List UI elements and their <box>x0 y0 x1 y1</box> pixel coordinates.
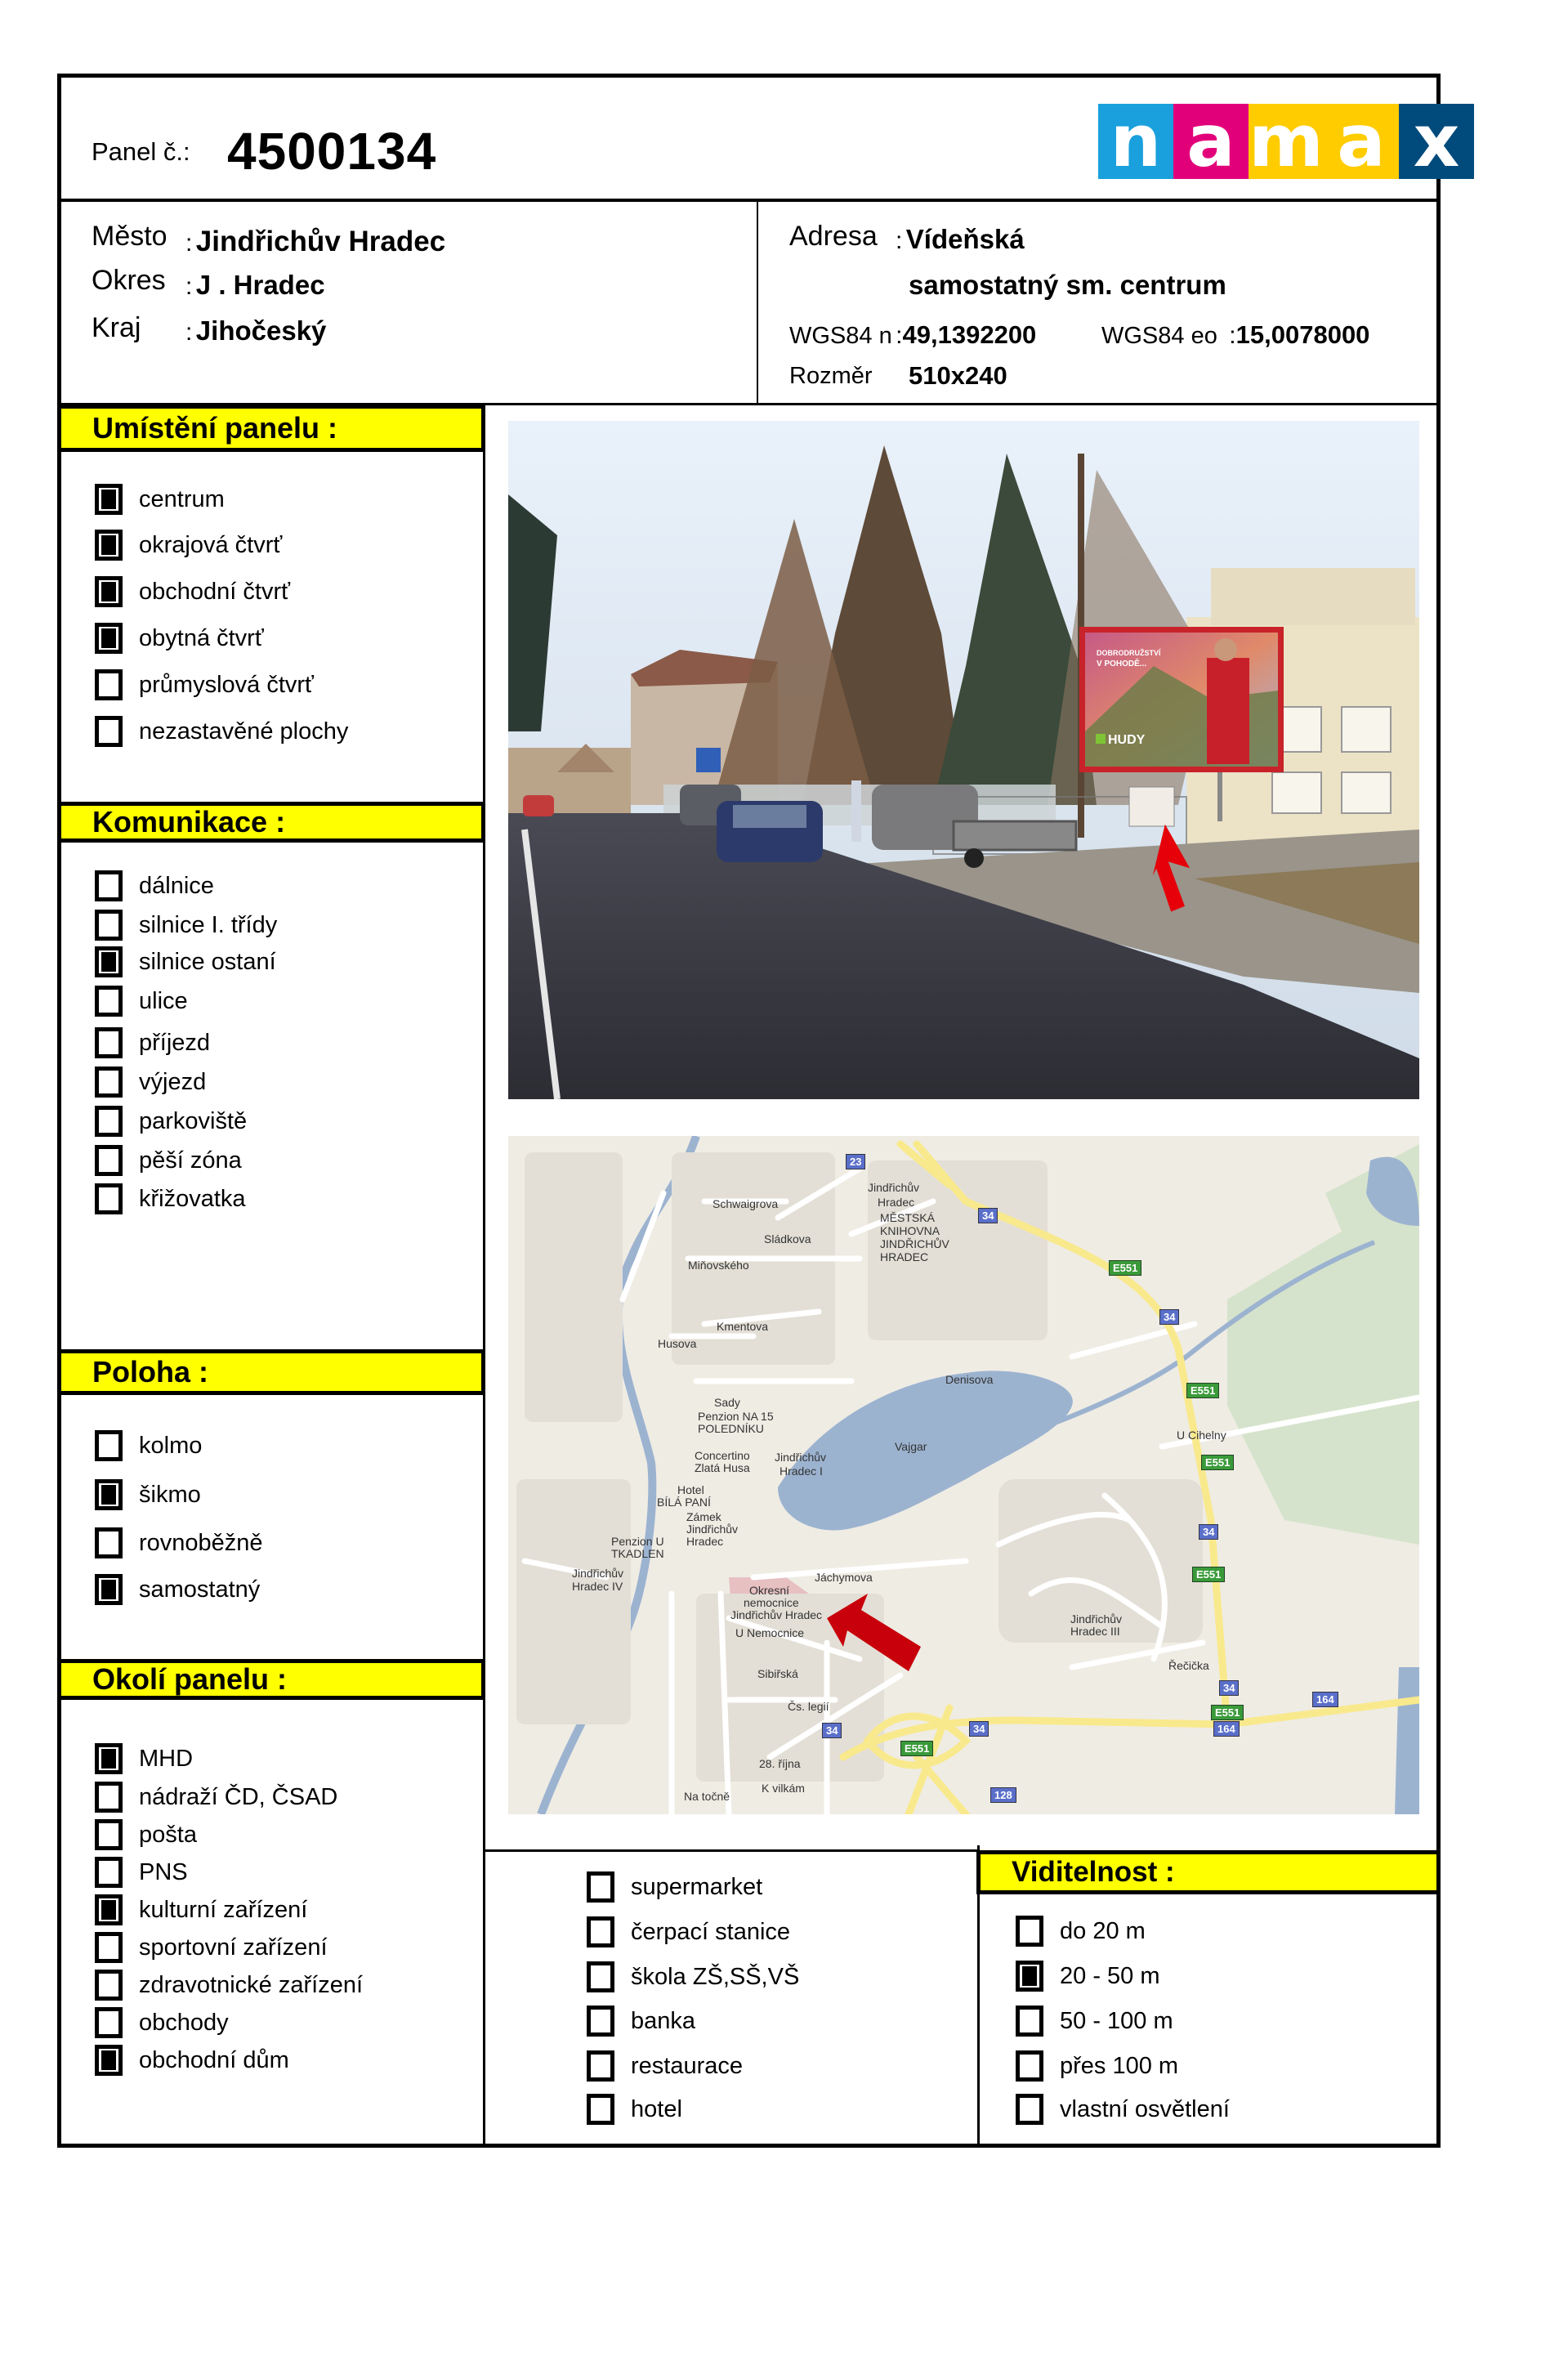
checkbox-empty-icon[interactable] <box>95 986 123 1017</box>
map-label: Hotel <box>677 1483 704 1496</box>
checkbox-label: samostatný <box>139 1576 261 1603</box>
checkbox-silnice-ostani[interactable] <box>95 946 276 977</box>
billboard-photo <box>508 421 1419 1099</box>
colon: : <box>185 273 193 300</box>
checkbox-checked-icon[interactable] <box>95 946 123 977</box>
map-label: Hradec IV <box>572 1580 623 1593</box>
map-label: Penzion U <box>611 1535 664 1548</box>
map-label: Jindřichův <box>1070 1612 1123 1625</box>
checkbox-label: 20 - 50 m <box>1060 1962 1160 1989</box>
section-header-poloha: Poloha : <box>57 1349 485 1395</box>
checkbox-label: hotel <box>631 2095 682 2122</box>
checkbox-kolmo[interactable] <box>95 1430 202 1461</box>
checkbox-empty-icon[interactable] <box>587 1961 614 1992</box>
rozmer-value: 510x240 <box>909 361 1007 390</box>
colon: : <box>896 227 903 254</box>
map-label: HRADEC <box>880 1250 929 1263</box>
okres-label: Okres <box>92 265 166 296</box>
bottom-middle-divider <box>484 1849 979 1852</box>
checkbox-empty-icon[interactable] <box>587 2050 614 2082</box>
checkbox-label: příjezd <box>139 1029 211 1056</box>
checkbox-empty-icon[interactable] <box>95 716 123 747</box>
checkbox-label: supermarket <box>631 1873 763 1900</box>
map-label: Jindřichův Hradec <box>730 1608 823 1621</box>
checkbox-empty-icon[interactable] <box>95 2007 123 2038</box>
checkbox-checked-icon[interactable] <box>95 576 123 607</box>
checkbox-empty-icon[interactable] <box>1016 2050 1043 2082</box>
checkbox-posta[interactable] <box>95 1819 197 1850</box>
checkbox-rovnobezne[interactable] <box>95 1527 263 1558</box>
checkbox-empty-icon[interactable] <box>95 1527 123 1558</box>
checkbox-checked-icon[interactable] <box>1016 1961 1043 1992</box>
checkbox-label: do 20 m <box>1060 1917 1146 1944</box>
rozmer-label: Rozměr <box>789 363 873 389</box>
colon: : <box>185 230 193 257</box>
checkbox-banka[interactable] <box>587 2006 695 2037</box>
left-column-divider <box>483 405 485 2148</box>
adresa-line1: Vídeňská <box>905 224 1025 254</box>
mesto-label: Město <box>92 221 168 252</box>
checkbox-empty-icon[interactable] <box>587 1871 614 1903</box>
map-label: Sady <box>714 1396 740 1409</box>
map-label: Jindřichův <box>868 1181 920 1194</box>
panel-number-label: Panel č.: <box>92 137 190 166</box>
map-label: MĚSTSKÁ <box>880 1211 935 1224</box>
map-label: Miňovského <box>688 1259 749 1272</box>
street-photo-image <box>508 421 1419 1099</box>
checkbox-checked-icon[interactable] <box>95 1574 123 1605</box>
map-label: Sládkova <box>764 1232 811 1245</box>
checkbox-krizovatka[interactable] <box>95 1183 246 1214</box>
logo-letter-x: x <box>1399 104 1474 179</box>
checkbox-empty-icon[interactable] <box>95 1027 123 1058</box>
checkbox-checked-icon[interactable] <box>95 530 123 561</box>
checkbox-label: obchody <box>139 2009 229 2036</box>
checkbox-skola[interactable] <box>587 1961 799 1992</box>
map-label: KNIHOVNA <box>880 1224 940 1237</box>
checkbox-label: křižovatka <box>139 1185 246 1212</box>
road-shield-icon: 128 <box>990 1787 1016 1803</box>
checkbox-prumyslova-ctvrt[interactable] <box>95 669 314 700</box>
checkbox-label: obchodní čtvrť <box>139 578 290 605</box>
kraj-value: Jihočeský <box>195 315 327 346</box>
checkbox-parkoviste[interactable] <box>95 1106 247 1137</box>
checkbox-empty-icon[interactable] <box>95 1932 123 1963</box>
map-label: Hradec <box>686 1535 724 1548</box>
checkbox-label: silnice I. třídy <box>139 911 278 938</box>
map-label: BÍLÁ PANÍ <box>657 1496 711 1509</box>
road-shield-icon: E551 <box>1192 1567 1225 1582</box>
checkbox-empty-icon[interactable] <box>587 2006 614 2037</box>
map-label: Penzion NA 15 <box>698 1410 774 1423</box>
checkbox-empty-icon[interactable] <box>95 1066 123 1098</box>
road-shield-icon: 23 <box>846 1154 865 1169</box>
checkbox-label: centrum <box>139 485 225 512</box>
billboard-brand: HUDY <box>1108 733 1146 747</box>
checkbox-label: ulice <box>139 987 188 1014</box>
map-label: Concertino <box>695 1449 750 1462</box>
map-label: Hradec III <box>1070 1625 1120 1638</box>
section-header-umisteni: Umístění panelu : <box>57 405 485 452</box>
checkbox-empty-icon[interactable] <box>1016 2094 1043 2125</box>
checkbox-hotel[interactable] <box>587 2094 682 2125</box>
checkbox-obchodni-ctvrt[interactable] <box>95 576 290 607</box>
checkbox-label: silnice ostaní <box>139 948 276 975</box>
checkbox-empty-icon[interactable] <box>587 1916 614 1947</box>
info-divider <box>757 200 758 405</box>
checkbox-restaurace[interactable] <box>587 2050 743 2082</box>
checkbox-pres-100m[interactable] <box>1016 2050 1178 2082</box>
logo-letter-a2: a <box>1324 104 1399 179</box>
map-label: Jindřichův <box>572 1567 624 1580</box>
header-divider <box>57 199 1441 202</box>
map-label: Schwaigrova <box>713 1197 779 1210</box>
checkbox-label: pošta <box>139 1821 197 1848</box>
checkbox-vlastni-osvetleni[interactable] <box>1016 2094 1230 2125</box>
checkbox-label: MHD <box>139 1745 194 1772</box>
map-label: TKADLEN <box>611 1547 664 1560</box>
map-label: nemocnice <box>744 1596 799 1609</box>
checkbox-label: pěší zóna <box>139 1147 242 1174</box>
billboard-text-1: DOBRODRUŽSTVÍ <box>1097 649 1161 657</box>
checkbox-label: parkoviště <box>139 1107 248 1134</box>
checkbox-label: zdravotnické zařízení <box>139 1971 364 1998</box>
wgs-n-value: 49,1392200 <box>902 320 1037 349</box>
map-label: Zlatá Husa <box>695 1461 750 1474</box>
checkbox-label: restaurace <box>631 2052 744 2079</box>
checkbox-label: průmyslová čtvrť <box>139 671 314 698</box>
colon: : <box>1229 322 1236 349</box>
map-label: Sibiřská <box>757 1667 798 1680</box>
checkbox-label: výjezd <box>139 1068 207 1095</box>
checkbox-empty-icon[interactable] <box>587 2094 614 2125</box>
location-map <box>508 1136 1419 1814</box>
map-label: Husova <box>658 1337 697 1350</box>
checkbox-checked-icon[interactable] <box>95 1479 123 1510</box>
checkbox-sportovni-zarizeni[interactable] <box>95 1932 328 1963</box>
road-shield-icon: 34 <box>978 1208 998 1223</box>
checkbox-empty-icon[interactable] <box>95 1782 123 1813</box>
checkbox-label: vlastní osvětlení <box>1060 2095 1230 2122</box>
adresa-line2: samostatný sm. centrum <box>909 270 1226 300</box>
section-header-viditelnost: Viditelnost : <box>976 1850 1441 1894</box>
okres-value: J . Hradec <box>195 270 325 300</box>
checkbox-label: šikmo <box>139 1481 201 1508</box>
colon: : <box>185 319 193 346</box>
adresa-label: Adresa <box>789 221 878 252</box>
checkbox-sikmo[interactable] <box>95 1479 201 1510</box>
checkbox-checked-icon[interactable] <box>95 1894 123 1925</box>
checkbox-label: okrajová čtvrť <box>139 531 283 558</box>
checkbox-empty-icon[interactable] <box>95 669 123 700</box>
checkbox-50-100m[interactable] <box>1016 2006 1173 2037</box>
checkbox-vyjezd[interactable] <box>95 1066 206 1098</box>
wgs-eo-label: WGS84 eo <box>1101 323 1217 349</box>
checkbox-ulice[interactable] <box>95 986 188 1017</box>
checkbox-empty-icon[interactable] <box>95 1145 123 1176</box>
map-label: U Cihelny <box>1177 1429 1226 1442</box>
section-header-komunikace: Komunikace : <box>57 802 485 843</box>
checkbox-do-20m[interactable] <box>1016 1916 1146 1947</box>
checkbox-kulturni-zarizeni[interactable] <box>95 1894 307 1925</box>
checkbox-centrum[interactable] <box>95 484 225 515</box>
checkbox-samostatny[interactable] <box>95 1574 260 1605</box>
kraj-label: Kraj <box>92 312 141 343</box>
checkbox-label: obytná čtvrť <box>139 624 264 651</box>
map-label: Jindřichův <box>686 1523 739 1536</box>
road-shield-icon: 34 <box>969 1721 989 1737</box>
checkbox-label: 50 - 100 m <box>1060 2007 1173 2034</box>
map-label: K vilkám <box>762 1782 805 1795</box>
road-shield-icon: E551 <box>1186 1383 1219 1398</box>
map-label: JINDŘICHŮV <box>880 1237 949 1250</box>
checkbox-mhd[interactable] <box>95 1743 193 1774</box>
checkbox-dalnice[interactable] <box>95 870 214 901</box>
billboard-text-2: V POHODĚ... <box>1097 660 1147 669</box>
checkbox-supermarket[interactable] <box>587 1871 762 1903</box>
checkbox-empty-icon[interactable] <box>95 1183 123 1214</box>
checkbox-label: PNS <box>139 1858 188 1885</box>
map-label: U Nemocnice <box>735 1626 805 1639</box>
checkbox-empty-icon[interactable] <box>95 1857 123 1888</box>
checkbox-checked-icon[interactable] <box>95 2045 123 2076</box>
map-label: Hradec I <box>780 1464 823 1478</box>
panel-number: 4500134 <box>227 122 437 181</box>
checkbox-checked-icon[interactable] <box>95 623 123 654</box>
colon: : <box>896 322 903 349</box>
checkbox-nezastavene-plochy[interactable] <box>95 716 348 747</box>
checkbox-20-50m[interactable] <box>1016 1961 1160 1992</box>
checkbox-label: sportovní zařízení <box>139 1934 328 1961</box>
checkbox-empty-icon[interactable] <box>95 1430 123 1461</box>
wgs-eo-value: 15,0078000 <box>1235 320 1370 349</box>
map-label: Zámek <box>686 1510 721 1523</box>
section-header-okoli: Okolí panelu : <box>57 1659 485 1700</box>
checkbox-label: čerpací stanice <box>631 1918 791 1945</box>
checkbox-silnice-1-tridy[interactable] <box>95 910 277 941</box>
map-label: 28. října <box>759 1757 801 1770</box>
road-shield-icon: E551 <box>1109 1260 1141 1276</box>
road-shield-icon: E551 <box>1201 1455 1234 1470</box>
checkbox-label: nádraží ČD, ČSAD <box>139 1783 338 1810</box>
checkbox-label: přes 100 m <box>1060 2052 1179 2079</box>
map-label: Okresní <box>749 1584 790 1597</box>
map-label: Kmentova <box>717 1320 769 1333</box>
panel-sheet-frame <box>57 74 1441 2148</box>
logo-letter-n: n <box>1098 104 1173 179</box>
road-shield-icon: 34 <box>1159 1309 1179 1325</box>
mesto-value: Jindřichův Hradec <box>195 226 446 257</box>
map-label: Řečička <box>1168 1659 1209 1672</box>
map-label: Čs. legií <box>788 1700 829 1713</box>
map-label: Jáchymova <box>815 1571 873 1584</box>
checkbox-empty-icon[interactable] <box>95 1106 123 1137</box>
checkbox-cerpaci-stanice[interactable] <box>587 1916 790 1947</box>
checkbox-pesi-zona[interactable] <box>95 1145 242 1176</box>
map-label: Jindřichův <box>775 1451 827 1464</box>
checkbox-label: banka <box>631 2007 696 2034</box>
checkbox-empty-icon[interactable] <box>1016 2006 1043 2037</box>
road-shield-icon: 34 <box>1199 1524 1218 1540</box>
checkbox-empty-icon[interactable] <box>95 870 123 901</box>
wgs-n-label: WGS84 n <box>789 323 892 349</box>
checkbox-okrajova-ctvrt[interactable] <box>95 530 282 561</box>
checkbox-prijezd[interactable] <box>95 1027 210 1058</box>
road-shield-icon: E551 <box>1211 1705 1244 1720</box>
map-label: Hradec <box>878 1196 915 1209</box>
map-image <box>508 1136 1419 1814</box>
logo-letter-a: a <box>1173 104 1249 179</box>
checkbox-obchodni-dum[interactable] <box>95 2045 289 2076</box>
road-shield-icon: 34 <box>1219 1680 1239 1696</box>
checkbox-checked-icon[interactable] <box>95 484 123 515</box>
map-label: Vajgar <box>895 1440 927 1453</box>
checkbox-empty-icon[interactable] <box>95 1970 123 2001</box>
checkbox-label: nezastavěné plochy <box>139 718 349 745</box>
checkbox-label: škola ZŠ,SŠ,VŠ <box>631 1963 800 1990</box>
checkbox-empty-icon[interactable] <box>1016 1916 1043 1947</box>
map-label: Denisova <box>945 1373 994 1386</box>
checkbox-label: kolmo <box>139 1432 203 1459</box>
namax-logo <box>1098 99 1474 183</box>
map-label: POLEDNÍKU <box>698 1422 764 1435</box>
checkbox-label: kulturní zařízení <box>139 1896 308 1923</box>
road-shield-icon: 164 <box>1213 1721 1240 1737</box>
checkbox-pns[interactable] <box>95 1857 188 1888</box>
logo-letter-m: m <box>1249 99 1324 183</box>
checkbox-label: rovnoběžně <box>139 1529 263 1556</box>
checkbox-checked-icon[interactable] <box>95 1743 123 1774</box>
checkbox-nadrazi[interactable] <box>95 1782 337 1813</box>
road-shield-icon: E551 <box>900 1741 933 1756</box>
road-shield-icon: 34 <box>822 1723 842 1738</box>
checkbox-obchody[interactable] <box>95 2007 229 2038</box>
checkbox-label: dálnice <box>139 872 214 899</box>
checkbox-zdravotnicke-zarizeni[interactable] <box>95 1970 363 2001</box>
checkbox-label: obchodní dům <box>139 2046 289 2073</box>
checkbox-empty-icon[interactable] <box>95 1819 123 1850</box>
checkbox-empty-icon[interactable] <box>95 910 123 941</box>
map-label: Na točně <box>684 1790 730 1803</box>
checkbox-obytna-ctvrt[interactable] <box>95 623 264 654</box>
road-shield-icon: 164 <box>1312 1692 1338 1707</box>
